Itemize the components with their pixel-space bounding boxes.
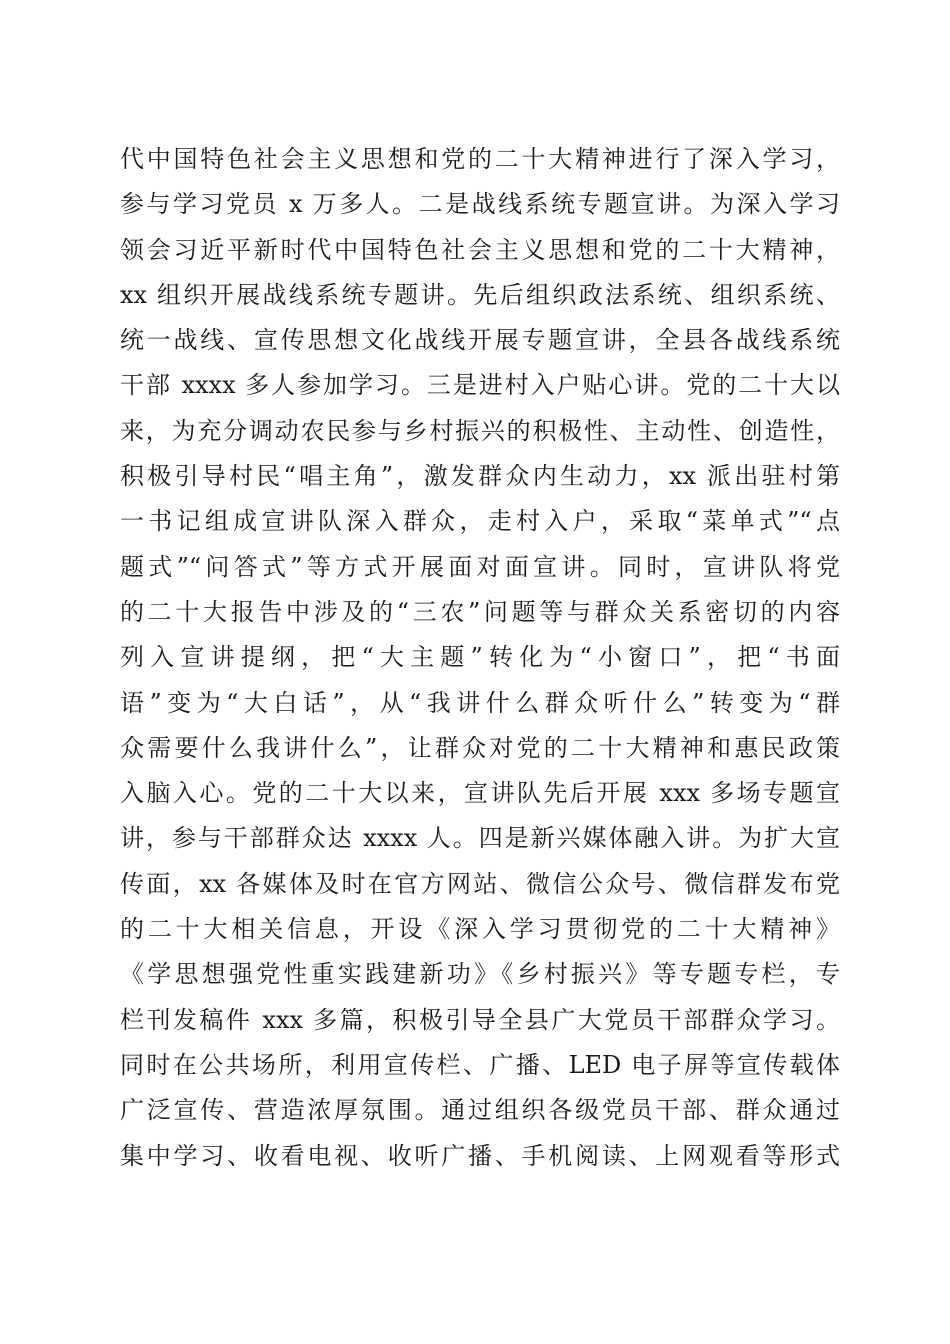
text-line: 众需要什么我讲什么”，让群众对党的二十大精神和惠民政策 (120, 733, 840, 762)
body-text (120, 137, 840, 1179)
text-line: 来，为充分调动农民参与乡村振兴的积极性、主动性、创造性， (120, 416, 840, 445)
text-line: 参与学习党员 x 万多人。二是战线系统专题宣讲。为深入学习 (120, 190, 840, 219)
text-line: 入脑入心。党的二十大以来，宣讲队先后开展 xxx 多场专题宣 (120, 779, 840, 808)
text-line: 《学思想强党性重实践建新功》《乡村振兴》等专题专栏，专 (120, 960, 840, 989)
text-line: 语”变为“大白话”，从“我讲什么群众听什么”转变为“群 (120, 688, 840, 717)
text-line: 集中学习、收看电视、收听广播、手机阅读、上网观看等形式 (120, 1141, 840, 1170)
text-line: 的二十大相关信息，开设《深入学习贯彻党的二十大精神》 (120, 915, 840, 944)
text-line: 一书记组成宣讲队深入群众，走村入户，采取“菜单式”“点 (120, 507, 840, 536)
text-line: 领会习近平新时代中国特色社会主义思想和党的二十大精神， (120, 235, 840, 264)
text-line: xx 组织开展战线系统专题讲。先后组织政法系统、组织系统、 (120, 280, 840, 309)
text-line: 同时在公共场所，利用宣传栏、广播、LED 电子屏等宣传载体 (120, 1050, 840, 1079)
text-line: 的二十大报告中涉及的“三农”问题等与群众关系密切的内容 (120, 597, 840, 626)
text-line: 代中国特色社会主义思想和党的二十大精神进行了深入学习， (120, 145, 840, 173)
text-line: 讲，参与干部群众达 xxxx 人。四是新兴媒体融入讲。为扩大宣 (120, 824, 840, 853)
text-line: 传面，xx 各媒体及时在官方网站、微信公众号、微信群发布党 (120, 869, 840, 898)
text-line: 列入宣讲提纲，把“大主题”转化为“小窗口”，把“书面 (120, 643, 840, 672)
text-line: 广泛宣传、营造浓厚氛围。通过组织各级党员干部、群众通过 (120, 1096, 840, 1125)
text-line: 统一战线、宣传思想文化战线开展专题宣讲，全县各战线系统 (120, 326, 840, 355)
text-line: 题式”“问答式”等方式开展面对面宣讲。同时，宣讲队将党 (120, 552, 840, 581)
text-line: 积极引导村民“唱主角”，激发群众内生动力，xx 派出驻村第 (120, 462, 840, 491)
text-line: 干部 xxxx 多人参加学习。三是进村入户贴心讲。党的二十大以 (120, 371, 840, 400)
text-line: 栏刊发稿件 xxx 多篇，积极引导全县广大党员干部群众学习。 (120, 1005, 840, 1034)
